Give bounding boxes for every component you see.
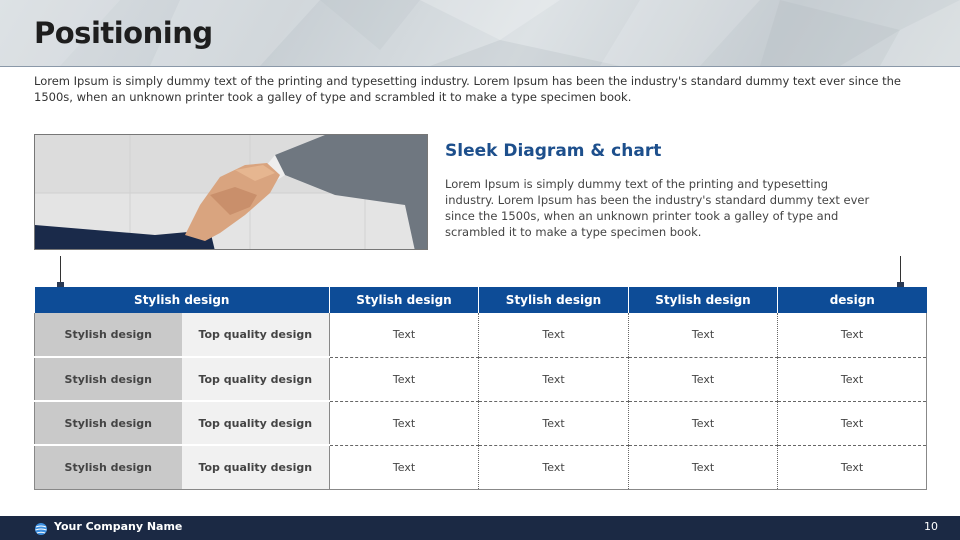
table-cell: Text (778, 313, 927, 357)
left-pin-line (60, 256, 61, 282)
table-cell: Text (330, 357, 479, 401)
column-header: design (778, 287, 927, 313)
column-header: Stylish design (35, 287, 330, 313)
right-pin-line (900, 256, 901, 282)
table-row (35, 445, 927, 489)
column-header: Stylish design (479, 287, 629, 313)
comparison-table (34, 287, 927, 490)
row-label: Stylish design (35, 313, 182, 357)
table-cell: Text (778, 401, 927, 445)
table-cell: Text (479, 445, 629, 489)
handshake-image (34, 134, 428, 250)
table-cell: Text (629, 313, 778, 357)
table-header-row (35, 287, 927, 313)
table-cell: Text (330, 445, 479, 489)
page-number: 10 (924, 520, 938, 533)
row-label: Stylish design (35, 401, 182, 445)
row-sublabel: Top quality design (182, 401, 330, 445)
intro-paragraph: Lorem Ipsum is simply dummy text of the printing and typesetting industry. Lorem Ipsum has been the industry's standard dummy text ever since the 1500s, when an unknown printer took a galley of type and scrambled it to make a type specimen book. (34, 74, 901, 104)
feature-text: Lorem Ipsum is simply dummy text of the printing and typesetting industry. Lorem Ipsum has been the industry's standard dummy text ever since the 1500s, when an unknown printer took a galley of type and scrambled it to make a type specimen book. (445, 177, 870, 239)
table-cell: Text (330, 313, 479, 357)
table-row (35, 401, 927, 445)
table-cell: Text (778, 445, 927, 489)
row-label: Stylish design (35, 445, 182, 489)
globe-icon (34, 521, 48, 540)
column-header: Stylish design (629, 287, 778, 313)
table-cell: Text (479, 357, 629, 401)
page-title: Positioning (34, 16, 213, 50)
footer-bar (0, 516, 960, 540)
table-cell: Text (479, 401, 629, 445)
table-cell: Text (778, 357, 927, 401)
company-name: Your Company Name (54, 520, 183, 533)
feature-title: Sleek Diagram & chart (445, 141, 662, 161)
table-row (35, 357, 927, 401)
column-header: Stylish design (330, 287, 479, 313)
table-cell: Text (629, 401, 778, 445)
header-divider (0, 66, 960, 67)
row-sublabel: Top quality design (182, 445, 330, 489)
table-cell: Text (629, 357, 778, 401)
row-sublabel: Top quality design (182, 357, 330, 401)
table-cell: Text (629, 445, 778, 489)
row-sublabel: Top quality design (182, 313, 330, 357)
table-row (35, 313, 927, 357)
table-cell: Text (479, 313, 629, 357)
row-label: Stylish design (35, 357, 182, 401)
table-cell: Text (330, 401, 479, 445)
